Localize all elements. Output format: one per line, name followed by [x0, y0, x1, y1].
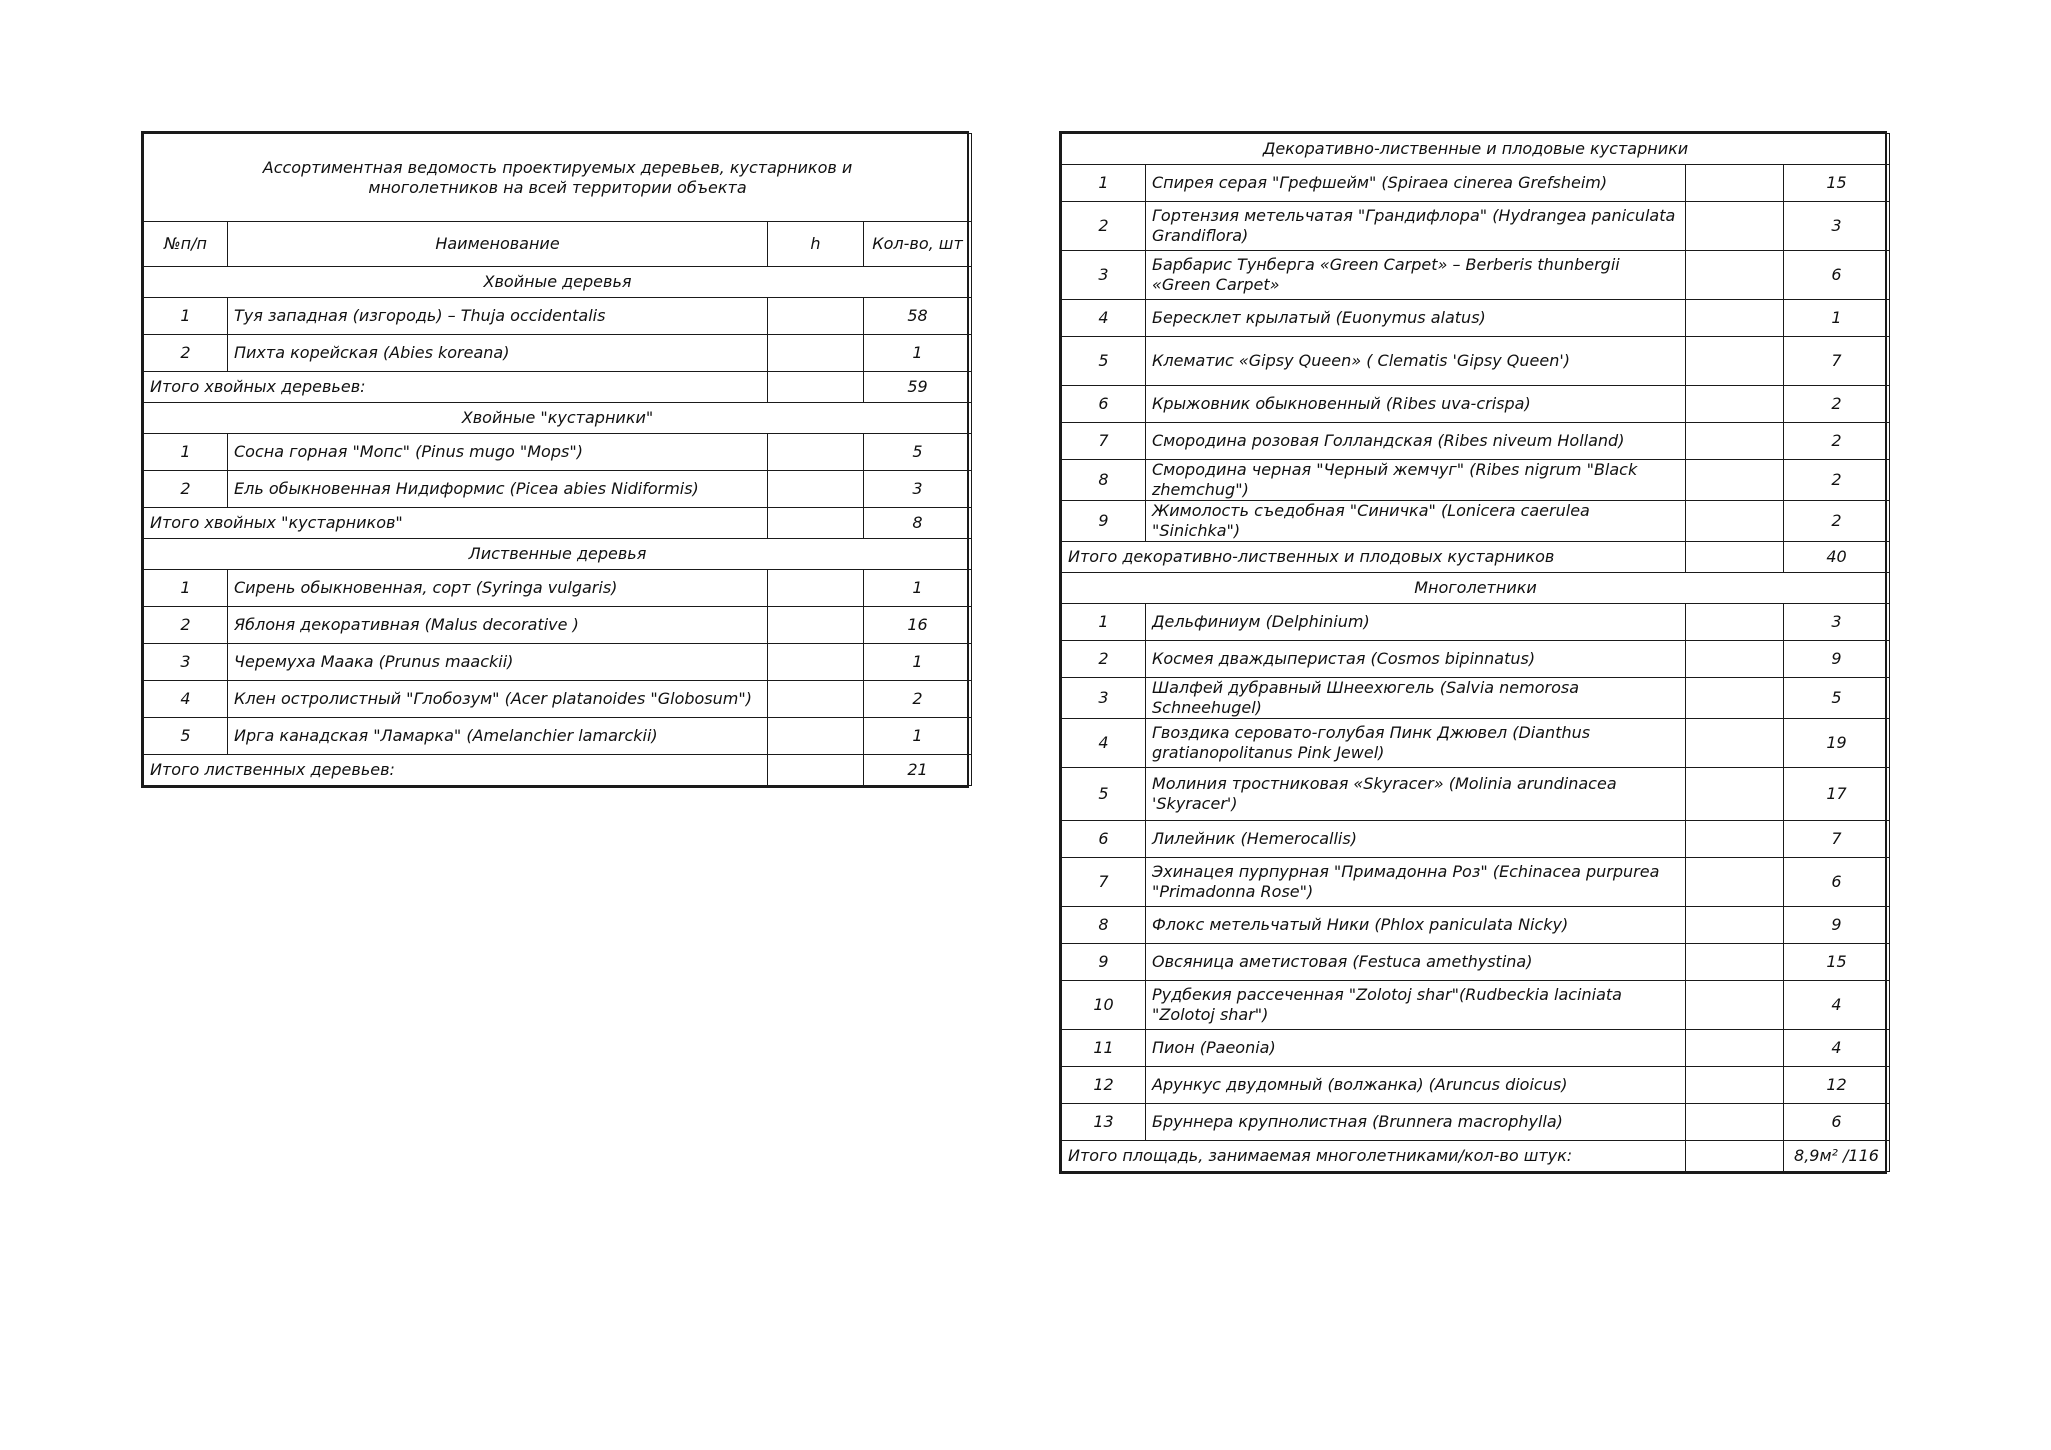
header-h: h — [768, 222, 864, 267]
row-name: Ирга канадская "Ламарка" (Amelanchier lamarckii) — [228, 718, 768, 755]
total-h — [768, 508, 864, 539]
row-qty: 2 — [864, 681, 972, 718]
section-header — [144, 403, 972, 434]
row-name: Флокс метельчатый Ники (Phlox paniculata Nicky) — [1146, 907, 1686, 944]
row-name: Арункус двудомный (волжанка) (Aruncus dioicus) — [1146, 1067, 1686, 1104]
header-name: Наименование — [228, 222, 768, 267]
row-h — [1686, 768, 1784, 821]
total-label: Итого хвойных "кустарников" — [144, 508, 768, 539]
table-row — [1062, 460, 1890, 501]
row-name: Клематис «Gipsy Queen» ( Clematis 'Gipsy Queen') — [1146, 337, 1686, 386]
row-qty: 12 — [1784, 1067, 1890, 1104]
row-h — [1686, 1030, 1784, 1067]
section-title: Декоративно-лиственные и плодовые кустарники — [1062, 134, 1890, 165]
section-title: Хвойные "кустарники" — [144, 403, 972, 434]
total-h — [1686, 1141, 1784, 1172]
table-row — [1062, 604, 1890, 641]
table-row — [1062, 641, 1890, 678]
row-h — [1686, 604, 1784, 641]
table-row — [1062, 386, 1890, 423]
total-value: 59 — [864, 372, 972, 403]
row-name: Пион (Paeonia) — [1146, 1030, 1686, 1067]
row-num: 3 — [144, 644, 228, 681]
table-row — [1062, 1067, 1890, 1104]
row-name: Гортензия метельчатая "Грандифлора" (Hydrangea paniculata Grandiflora) — [1146, 202, 1686, 251]
table-row — [1062, 423, 1890, 460]
row-h — [768, 570, 864, 607]
table-row — [144, 298, 972, 335]
row-qty: 6 — [1784, 1104, 1890, 1141]
row-qty: 1 — [864, 718, 972, 755]
table-row — [1062, 768, 1890, 821]
row-h — [1686, 337, 1784, 386]
row-qty: 6 — [1784, 858, 1890, 907]
row-qty: 4 — [1784, 1030, 1890, 1067]
row-h — [1686, 300, 1784, 337]
row-name: Спирея серая "Грефшейм" (Spiraea cinerea Grefsheim) — [1146, 165, 1686, 202]
row-num: 2 — [1062, 641, 1146, 678]
table-row — [1062, 858, 1890, 907]
row-h — [768, 681, 864, 718]
table-row — [1062, 1030, 1890, 1067]
row-name: Жимолость съедобная "Синичка" (Lonicera caerulea "Sinichka") — [1146, 501, 1686, 542]
row-num: 6 — [1062, 821, 1146, 858]
total-row — [1062, 1141, 1890, 1172]
row-qty: 5 — [1784, 678, 1890, 719]
total-value: 8,9м² /116 — [1784, 1141, 1890, 1172]
table-row — [1062, 678, 1890, 719]
row-qty: 1 — [864, 644, 972, 681]
table-row — [1062, 251, 1890, 300]
row-name: Смородина розовая Голландская (Ribes niveum Holland) — [1146, 423, 1686, 460]
row-qty: 58 — [864, 298, 972, 335]
section-title: Лиственные деревья — [144, 539, 972, 570]
row-name: Рудбекия рассеченная "Zolotoj shar"(Rudbeckia laciniata "Zolotoj shar") — [1146, 981, 1686, 1030]
left-schedule-table — [141, 131, 969, 788]
row-num: 5 — [1062, 337, 1146, 386]
table-row — [1062, 719, 1890, 768]
row-num: 3 — [1062, 678, 1146, 719]
total-row — [144, 372, 972, 403]
row-h — [1686, 386, 1784, 423]
total-value: 40 — [1784, 542, 1890, 573]
row-num: 9 — [1062, 501, 1146, 542]
row-h — [1686, 423, 1784, 460]
row-h — [768, 607, 864, 644]
row-num: 11 — [1062, 1030, 1146, 1067]
row-name: Дельфиниум (Delphinium) — [1146, 604, 1686, 641]
header-row — [144, 222, 972, 267]
table-row — [144, 570, 972, 607]
row-h — [768, 718, 864, 755]
row-num: 1 — [144, 570, 228, 607]
row-num: 2 — [1062, 202, 1146, 251]
row-h — [1686, 1104, 1784, 1141]
table-row — [144, 471, 972, 508]
row-qty: 2 — [1784, 386, 1890, 423]
total-row — [144, 755, 972, 786]
row-h — [768, 471, 864, 508]
row-h — [1686, 501, 1784, 542]
table-row — [1062, 202, 1890, 251]
total-row — [1062, 542, 1890, 573]
row-qty: 9 — [1784, 907, 1890, 944]
table-title: Ассортиментная ведомость проектируемых деревьев, кустарников и многолетников на всей территории объекта — [144, 134, 972, 222]
row-name: Ель обыкновенная Нидиформис (Picea abies Nidiformis) — [228, 471, 768, 508]
table-row — [1062, 337, 1890, 386]
row-name: Эхинацея пурпурная "Примадонна Роз" (Echinacea purpurea "Primadonna Rose") — [1146, 858, 1686, 907]
row-num: 6 — [1062, 386, 1146, 423]
table-row — [1062, 907, 1890, 944]
total-h — [1686, 542, 1784, 573]
row-name: Барбарис Тунберга «Green Carpet» – Berberis thunbergii «Green Carpet» — [1146, 251, 1686, 300]
row-qty: 7 — [1784, 821, 1890, 858]
row-num: 8 — [1062, 460, 1146, 501]
row-qty: 5 — [864, 434, 972, 471]
table-row — [1062, 821, 1890, 858]
row-h — [1686, 641, 1784, 678]
row-num: 1 — [1062, 165, 1146, 202]
section-header — [1062, 134, 1890, 165]
table-row — [1062, 944, 1890, 981]
row-qty: 19 — [1784, 719, 1890, 768]
row-name: Яблоня декоративная (Malus decorative ) — [228, 607, 768, 644]
row-name: Лилейник (Hemerocallis) — [1146, 821, 1686, 858]
table-row — [144, 434, 972, 471]
row-qty: 6 — [1784, 251, 1890, 300]
row-num: 5 — [1062, 768, 1146, 821]
row-h — [1686, 907, 1784, 944]
row-name: Туя западная (изгородь) – Thuja occidentalis — [228, 298, 768, 335]
table-title-row — [144, 134, 972, 222]
total-h — [768, 372, 864, 403]
row-h — [1686, 202, 1784, 251]
row-name: Сирень обыкновенная, сорт (Syringa vulgaris) — [228, 570, 768, 607]
row-name: Смородина черная "Черный жемчуг" (Ribes nigrum "Black zhemchug") — [1146, 460, 1686, 501]
row-h — [768, 335, 864, 372]
row-h — [1686, 981, 1784, 1030]
header-num: №п/п — [144, 222, 228, 267]
total-row — [144, 508, 972, 539]
table-row — [144, 335, 972, 372]
row-num: 4 — [1062, 719, 1146, 768]
row-name: Крыжовник обыкновенный (Ribes uva-crispa) — [1146, 386, 1686, 423]
row-num: 1 — [1062, 604, 1146, 641]
row-qty: 3 — [1784, 202, 1890, 251]
row-h — [1686, 821, 1784, 858]
row-qty: 1 — [864, 335, 972, 372]
table-row — [1062, 1104, 1890, 1141]
row-num: 12 — [1062, 1067, 1146, 1104]
table-row — [144, 681, 972, 718]
table-row — [1062, 165, 1890, 202]
row-name: Молиния тростниковая «Skyracer» (Molinia arundinacea 'Skyracer') — [1146, 768, 1686, 821]
section-header — [1062, 573, 1890, 604]
row-h — [1686, 858, 1784, 907]
row-num: 1 — [144, 298, 228, 335]
row-h — [768, 644, 864, 681]
row-name: Пихта корейская (Abies koreana) — [228, 335, 768, 372]
row-qty: 2 — [1784, 423, 1890, 460]
table-row — [1062, 300, 1890, 337]
row-qty: 3 — [1784, 604, 1890, 641]
row-qty: 16 — [864, 607, 972, 644]
row-qty: 3 — [864, 471, 972, 508]
table-row — [144, 718, 972, 755]
row-qty: 15 — [1784, 165, 1890, 202]
row-name: Сосна горная "Мопс" (Pinus mugo "Mops") — [228, 434, 768, 471]
row-qty: 1 — [1784, 300, 1890, 337]
section-title: Многолетники — [1062, 573, 1890, 604]
section-header — [144, 539, 972, 570]
table-row — [1062, 981, 1890, 1030]
row-h — [1686, 165, 1784, 202]
row-num: 3 — [1062, 251, 1146, 300]
row-h — [1686, 1067, 1784, 1104]
row-qty: 15 — [1784, 944, 1890, 981]
row-num: 1 — [144, 434, 228, 471]
total-value: 21 — [864, 755, 972, 786]
row-num: 4 — [1062, 300, 1146, 337]
row-h — [1686, 944, 1784, 981]
row-qty: 2 — [1784, 501, 1890, 542]
row-h — [1686, 719, 1784, 768]
section-title: Хвойные деревья — [144, 267, 972, 298]
row-name: Шалфей дубравный Шнеехюгель (Salvia nemorosa Schneehugel) — [1146, 678, 1686, 719]
total-label: Итого площадь, занимаемая многолетниками/кол-во штук: — [1062, 1141, 1686, 1172]
row-num: 2 — [144, 607, 228, 644]
row-qty: 1 — [864, 570, 972, 607]
row-name: Космея дваждыперистая (Cosmos bipinnatus) — [1146, 641, 1686, 678]
total-label: Итого хвойных деревьев: — [144, 372, 768, 403]
row-num: 2 — [144, 471, 228, 508]
row-qty: 4 — [1784, 981, 1890, 1030]
row-num: 13 — [1062, 1104, 1146, 1141]
row-num: 5 — [144, 718, 228, 755]
row-name: Бересклет крылатый (Euonymus alatus) — [1146, 300, 1686, 337]
row-name: Черемуха Маака (Prunus maackii) — [228, 644, 768, 681]
row-name: Гвоздика серовато-голубая Пинк Джювел (Dianthus gratianopolitanus Pink Jewel) — [1146, 719, 1686, 768]
row-name: Клен остролистный "Глобозум" (Acer platanoides "Globosum") — [228, 681, 768, 718]
row-h — [1686, 678, 1784, 719]
row-num: 10 — [1062, 981, 1146, 1030]
row-qty: 9 — [1784, 641, 1890, 678]
row-num: 7 — [1062, 858, 1146, 907]
section-header — [144, 267, 972, 298]
total-h — [768, 755, 864, 786]
row-num: 9 — [1062, 944, 1146, 981]
total-label: Итого лиственных деревьев: — [144, 755, 768, 786]
row-h — [1686, 460, 1784, 501]
table-row — [1062, 501, 1890, 542]
row-name: Овсяница аметистовая (Festuca amethystina) — [1146, 944, 1686, 981]
total-label: Итого декоративно-лиственных и плодовых кустарников — [1062, 542, 1686, 573]
row-num: 7 — [1062, 423, 1146, 460]
total-value: 8 — [864, 508, 972, 539]
table-row — [144, 607, 972, 644]
row-h — [768, 434, 864, 471]
row-qty: 2 — [1784, 460, 1890, 501]
table-row — [144, 644, 972, 681]
row-h — [1686, 251, 1784, 300]
row-h — [768, 298, 864, 335]
right-schedule-table — [1059, 131, 1887, 1174]
row-qty: 17 — [1784, 768, 1890, 821]
row-num: 8 — [1062, 907, 1146, 944]
row-name: Бруннера крупнолистная (Brunnera macrophylla) — [1146, 1104, 1686, 1141]
row-num: 4 — [144, 681, 228, 718]
row-num: 2 — [144, 335, 228, 372]
header-qty: Кол-во, шт — [864, 222, 972, 267]
row-qty: 7 — [1784, 337, 1890, 386]
